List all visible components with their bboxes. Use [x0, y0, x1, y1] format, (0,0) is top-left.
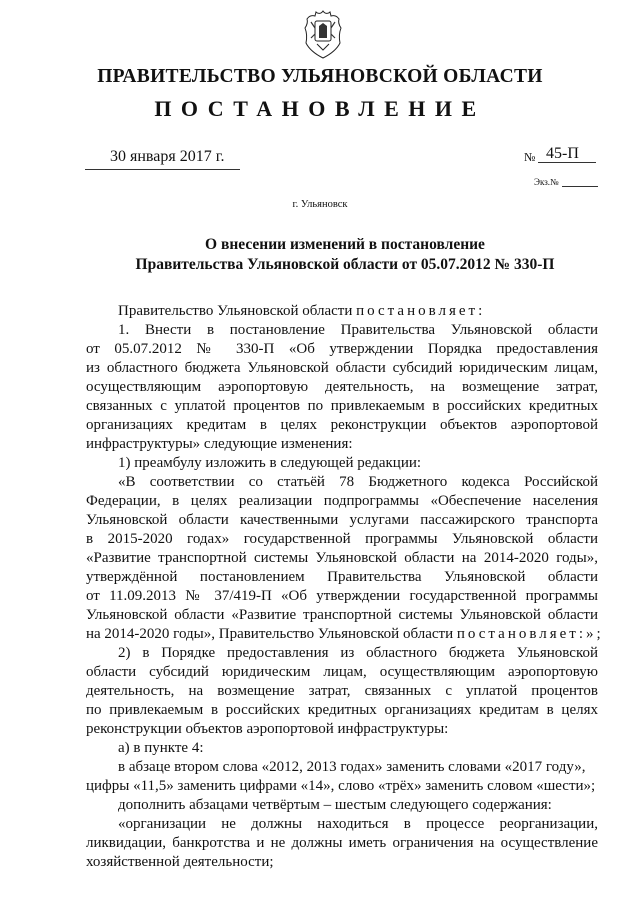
body-line: от 05.07.2012 № 330-П «Об утверждении Порядка предоставления	[86, 341, 598, 357]
decree-number: 45-П	[546, 145, 579, 162]
body-line: 2) в Порядке предоставления из областного бюджета Ульяновской	[118, 645, 598, 661]
body-line: от 11.09.2013 № 37/419-П «Об утверждении государственной программы	[86, 588, 598, 604]
body-line	[86, 625, 604, 644]
city: г. Ульяновск	[292, 199, 348, 210]
document-type: ПОСТАНОВЛЕНИЕ	[154, 96, 486, 121]
body-line: цифры «11,5» заменить цифрами «14», слово «трёх» заменить словом «шести»;	[86, 778, 596, 794]
body-line: ликвидации, банкротства и не должны иметь ограничения на осуществление	[86, 835, 598, 851]
body-line: Ульяновской области «Развитие транспортной системы Ульяновской области	[86, 607, 598, 623]
body-line: а) в пункте 4:	[118, 740, 204, 756]
body-line: «В соответствии со статьёй 78 Бюджетного кодекса Российской	[118, 474, 598, 490]
body-line: 1) преамбулу изложить в следующей редакции:	[118, 455, 422, 471]
body-line: организациях кредитам в целях реконструкции объектов аэропортовой	[86, 417, 598, 433]
body-line: по привлекаемым в российских кредитных организациях кредитам в целях	[86, 702, 598, 718]
government-name: ПРАВИТЕЛЬСТВО УЛЬЯНОВСКОЙ ОБЛАСТИ	[97, 66, 543, 87]
body-line: реконструкции объектов аэропортовой инфраструктуры:	[86, 721, 449, 737]
keyword-postanovlyaet: постановляет:»;	[456, 626, 604, 642]
number-label: №	[524, 150, 536, 164]
number-underline	[538, 162, 596, 163]
body-line	[86, 302, 598, 321]
body-text: Правительство Ульяновской области	[118, 303, 353, 319]
title-line: О внесении изменений в постановление	[205, 236, 485, 253]
body-line: Федерации, в целях реализации подпрограммы «Обеспечение населения	[86, 493, 598, 509]
body-line: Ульяновской области качественными услугами пассажирского транспорта	[86, 512, 598, 528]
copy-number-underline	[562, 186, 598, 187]
body-line: осуществляющим аэропортовую деятельность, на возмещение затрат,	[86, 379, 598, 395]
keyword-postanovlyaet: постановляет:	[356, 303, 486, 319]
coat-of-arms-icon	[301, 8, 345, 60]
body-line: из областного бюджета Ульяновской области субсидий юридическим лицам,	[86, 360, 598, 376]
body-line: связанных с уплатой процентов по привлекаемым в российских кредитных	[86, 398, 598, 414]
date-underline	[85, 169, 240, 170]
body-text: на 2014-2020 годы», Правительство Ульяновской области	[86, 626, 454, 642]
body-line: утверждённой постановлением Правительства Ульяновской области	[86, 569, 598, 585]
document-title	[0, 235, 640, 275]
body-line: инфраструктуры» следующие изменения:	[86, 436, 353, 452]
body-line: хозяйственной деятельности;	[86, 854, 274, 870]
copy-number-label: Экз.№	[534, 177, 559, 187]
body-line: «Развитие транспортной системы Ульяновской области на 2014-2020 годы»,	[86, 550, 598, 566]
body-line: в 2015-2020 годах» государственной программы Ульяновской области	[86, 531, 598, 547]
body-line: в абзаце втором слова «2012, 2013 годах» заменить словами «2017 году»,	[118, 759, 586, 775]
body-line: «организации не должны находиться в процессе реорганизации,	[118, 816, 598, 832]
title-line: Правительства Ульяновской области от 05.07.2012 № 330-П	[135, 256, 555, 273]
body-line: дополнить абзацами четвёртым – шестым следующего содержания:	[118, 797, 552, 813]
body-line: 1. Внести в постановление Правительства Ульяновской области	[118, 322, 598, 338]
decree-date: 30 января 2017 г.	[110, 148, 225, 165]
body-line: деятельность, на возмещение затрат, связанных с уплатой процентов	[86, 683, 598, 699]
body-line: области субсидий юридическим лицам, осуществляющим аэропортовую	[86, 664, 598, 680]
